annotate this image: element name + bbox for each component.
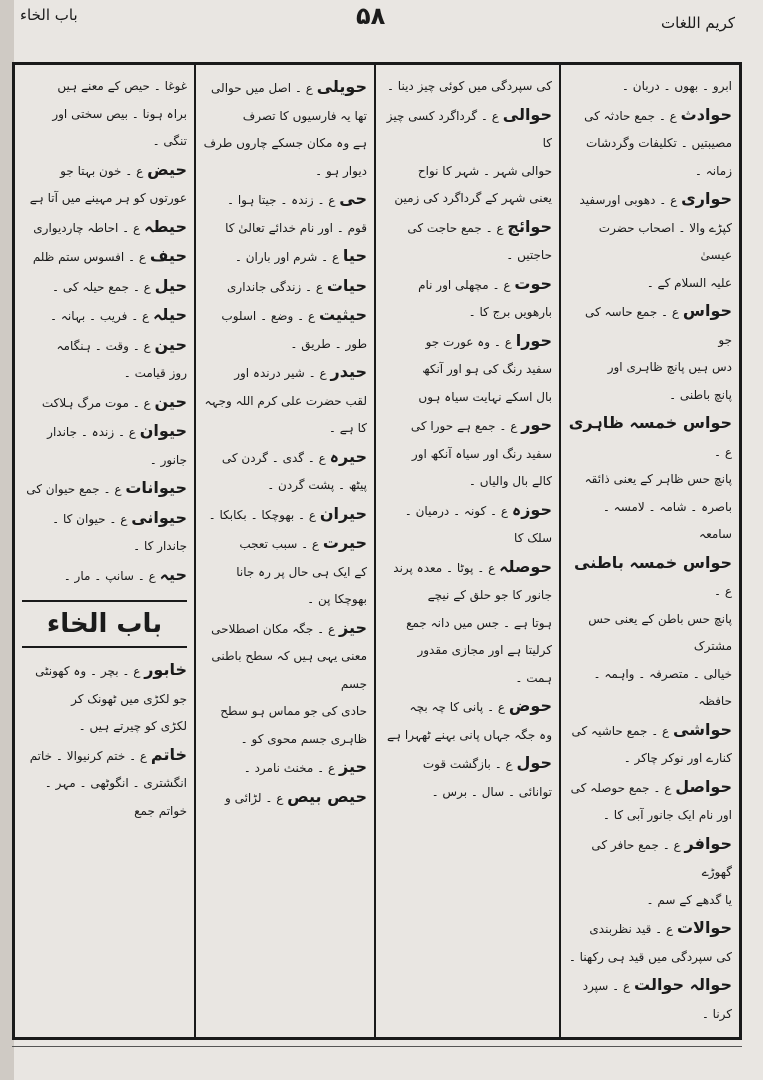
dictionary-line: حیدر ع ۔ شیر درندہ اور [234,362,367,381]
dictionary-line: انگشتری ۔ انگوٹھی ۔ مہر ۔ خواتم جمع [44,776,187,818]
dictionary-line: معنی یہی ہیں کہ سطح باطنی جسم [211,649,367,691]
dictionary-line: مصیبتیں ۔ تکلیفات وگردشات [586,136,732,150]
dictionary-line: حیات ع ۔ زندگی جانداری [227,275,367,295]
dictionary-line: جو لکڑی میں ٹھونک کر [71,691,187,706]
dictionary-line: حیطہ ع ۔ احاطہ چاردیواری [33,216,187,236]
dictionary-line: یعنی شہر کے گرداگرد کی زمین [394,191,552,205]
dictionary-line: حوادث ع ۔ جمع حادثہ کی [584,104,732,124]
dictionary-line: حیوانات ع ۔ جمع حیوان کی [26,478,187,497]
dictionary-line: حوائج ع ۔ جمع حاجت کی [407,216,552,236]
dictionary-line: حواشی ع ۔ جمع حاشیہ کی [571,719,732,739]
dictionary-line: حیرہ ع ۔ گدی ۔ گردن کی [221,446,367,466]
dictionary-line: براہ ہونا ۔ بیص سختی اور [52,106,187,121]
dictionary-line: حین ع ۔ وقت ۔ ہنگامہ [56,334,187,354]
dictionary-line: باصرہ ۔ شامہ ۔ لامسہ ۔ سامعہ [602,499,732,541]
dictionary-line: حواری ع ۔ دھوبی اورسفید [579,189,732,208]
dictionary-line: حول ع ۔ بازگشت قوت [422,753,552,772]
dictionary-line: حیثیت ع ۔ وضع ۔ اسلوب [221,305,367,324]
dictionary-line: حواس خمسہ ظاہری ع ۔ [568,413,732,459]
page-number: ۵۸ [356,2,386,30]
dictionary-line: زمانہ ۔ [694,163,732,178]
dictionary-line: لقب حضرت علی کرم اللہ وجہہ [204,393,367,408]
dictionary-line: جانور کا جو حلق کے نیچے [427,588,552,602]
dictionary-line: بارھویں برج کا ۔ [468,305,552,319]
bottom-rule [12,1046,742,1047]
dictionary-line: حوصلہ ع ۔ پوٹا ۔ معدہ پرند [393,556,552,576]
dictionary-line: حورا ع ۔ وہ عورت جو [425,330,552,350]
dictionary-line: حیص بیص ع ۔ لڑائی و [224,786,367,806]
dictionary-line: حیا ع ۔ شرم اور باران ۔ [234,246,367,265]
dictionary-line: یا گدھے کے سم ۔ [646,892,732,907]
dictionary-line: حیف ع ۔ افسوس ستم ظلم [32,246,187,265]
dictionary-line: سلک کا [514,531,552,545]
dictionary-line: حوالہ حوالت ع ۔ سپرد کرنا ۔ [582,975,732,1021]
dictionary-line: پانچ حس باطن کے یعنی حس مشترک [588,611,732,653]
book-title: کریم اللغات [661,14,735,32]
dictionary-line: سفید رنگ کی ہو اور آنکھ [422,362,552,376]
dictionary-line: طور ۔ طریق ۔ [290,336,367,351]
dictionary-line: اور نام ایک جانور آبی کا ۔ [602,808,732,822]
column-3 [194,65,374,1037]
dictionary-line: وہ جگہ جہاں پانی بہنے ٹھہرا ہے [387,727,552,742]
dictionary-line: تھا یہ فارسیوں کا تصرف [242,108,367,123]
dictionary-line: حیض ع ۔ خون بہتا جو [60,159,187,179]
dictionary-line: کی سپردگی میں کوئی چیز دینا ۔ [386,79,552,93]
dictionary-line: جاندار کا ۔ [133,539,187,553]
dictionary-line: حوافر ع ۔ جمع حافر کی گھوڑے [591,833,732,879]
dictionary-line: حوالی شہر ۔ شہر کا نواح [417,163,552,178]
dictionary-line: بال اسکے نہایت سیاہ ہوں [418,389,552,404]
dictionary-line: حیز ع ۔ جگہ مکان اصطلاحی [211,617,367,637]
dictionary-line: حوت ع ۔ مچھلی اور نام [418,273,552,293]
dictionary-line: کالے بال والیاں ۔ [468,474,552,488]
dictionary-line: حواصل ع ۔ جمع حوصلہ کی [570,776,732,796]
dictionary-line: ابرو ۔ بھوں ۔ دربان ۔ [621,79,732,93]
dictionary-line: خیالی ۔ متصرفہ ۔ واہمہ ۔ حافظہ [593,666,732,708]
page-header [0,0,763,48]
dictionary-line: خاتم ع ۔ ختم کرنیوالا ۔ خاتم [29,744,187,764]
dictionary-line: پیٹھ ۔ پشت گردن ۔ [267,478,367,492]
dictionary-line: حیوانی ع ۔ حیوان کا ۔ [52,507,187,527]
column-2 [374,65,559,1037]
chapter-running-head: باب الخاء [20,6,78,24]
dictionary-line: حور ع ۔ جمع ہے حورا کی [410,415,552,434]
dictionary-line: حیوان ع ۔ زندہ ۔ جاندار [47,421,187,440]
dictionary-line: ہے وہ مکان جسکے چاروں طرف [203,136,367,150]
dictionary-line: حواس خمسہ باطنی ع ۔ [574,552,732,598]
dictionary-line: حاجتیں ۔ [506,248,552,262]
dictionary-line: توانائی ۔ سال ۔ برس ۔ [431,784,552,799]
dictionary-line: جانور ۔ [149,452,187,467]
dictionary-line: بھوچکا پن ۔ [307,592,367,606]
dictionary-line: ہمت ۔ [515,670,552,685]
dictionary-line: کپڑے والا ۔ اصحاب حضرت عیسیٰ [598,220,732,262]
dictionary-line: کا ہے ۔ [328,421,367,435]
dictionary-line: کنارے اور نوکر چاکر ۔ [623,751,732,765]
dictionary-line: حادی کی جو مماس ہو سطح [220,704,367,718]
dictionary-line: کرلیتا ہے اور مجازی مقدور [417,643,552,657]
dictionary-line: غوغا ۔ حیص کے معنے ہیں [57,79,187,93]
dictionary-line: حوالات ع ۔ قید نظربندی [589,918,732,937]
dictionary-line: حواس ع ۔ جمع حاسہ کی جو [584,301,732,347]
column-1 [559,65,739,1037]
dictionary-line: حیرت ع ۔ سبب تعجب [239,533,367,552]
dictionary-frame [12,62,742,1040]
dictionary-line: تنگی ۔ [152,134,187,148]
dictionary-line: حیران ع ۔ بھوچکا ۔ بکابکا ۔ [208,503,367,523]
column-4 [15,65,194,1037]
dictionary-line: حیل ع ۔ جمع حیلہ کی ۔ [52,275,187,295]
dictionary-line: ہوتا ہے ۔ جس میں دانہ جمع [406,615,552,630]
dictionary-line: کے ایک ہی حال پر رہ جانا [236,564,367,579]
dictionary-line: دس ہیں پانچ ظاہری اور [607,360,732,374]
dictionary-line: علیہ السلام کے ۔ [646,275,732,290]
dictionary-line: حین ع ۔ موت مرگ ہلاکت [41,391,187,411]
dictionary-line: دیوار ہو ۔ [315,163,367,178]
dictionary-line: حوالی ع ۔ گرداگرد کسی چیز کا [386,104,552,150]
dictionary-line: حیہ ع ۔ سانپ ۔ مار ۔ [63,564,187,584]
dictionary-line: حوزہ ع ۔ کونہ ۔ درمیان ۔ [404,499,552,519]
dictionary-line: حیلہ ع ۔ فریب ۔ بہانہ ۔ [50,305,187,324]
dictionary-line: قوم ۔ اور نام خدائے تعالیٰ کا [225,220,367,235]
dictionary-line: سفید رنگ اور سیاہ آنکھ اور [411,446,552,461]
dictionary-line: حی ع ۔ زندہ ۔ جیتا ہوا ۔ [226,189,367,208]
dictionary-line: خابور ع ۔ بچر ۔ وہ کھونٹی [35,660,187,679]
dictionary-line: حوض ع ۔ پانی کا چہ بچہ [409,696,552,715]
dictionary-line: روز قیامت ۔ [123,366,187,380]
section-title-bab-al-kha: باب الخاء [22,600,187,648]
dictionary-line: حیز ع ۔ مخنث نامرد ۔ [243,757,367,776]
dictionary-line: کی سپردگی میں قید ہی رکھنا ۔ [568,949,732,964]
dictionary-line: پانچ باطنی ۔ [669,387,732,402]
dictionary-line: پانچ حس ظاہر کے یعنی ذائقہ [584,472,732,486]
dictionary-line: حویلی ع ۔ اصل میں حوالی [211,77,367,96]
dictionary-line: لکڑی کو چیرتے ہیں ۔ [78,719,187,733]
dictionary-line: عورتوں کو ہر مہینے میں آتا ہے [29,191,187,205]
dictionary-line: ظاہری جسم محوی کو ۔ [240,731,367,746]
